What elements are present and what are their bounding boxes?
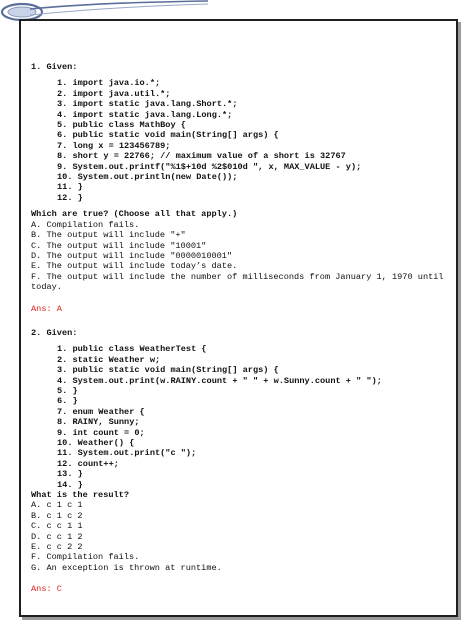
document-page <box>19 19 458 617</box>
option-item: A. Compilation fails. <box>31 219 140 230</box>
option-item: B. c 1 c 2 <box>31 510 83 521</box>
option-item: B. The output will include "+" <box>31 230 186 241</box>
option-item: D. The output will include "0000010001" <box>31 250 233 261</box>
code-line: 2. static Weather w; <box>57 354 161 365</box>
question-title: 2. Given: <box>31 327 78 338</box>
code-line: 7. enum Weather { <box>57 406 145 417</box>
code-line: 9. int count = 0; <box>57 427 145 438</box>
code-listing <box>57 344 448 490</box>
code-line: 8. short y = 22766; // maximum value of a short is 32767 <box>57 151 346 162</box>
code-line: 11. } <box>57 182 83 193</box>
code-line: 5. public class MathBoy { <box>57 120 186 131</box>
answer-text: Ans: A <box>31 303 62 314</box>
code-line: 6. } <box>57 396 78 407</box>
code-line: 5. } <box>57 385 78 396</box>
question-title: 1. Given: <box>31 62 78 72</box>
question-prompt: What is the result? <box>31 490 129 501</box>
option-item: F. The output will include the number of milliseconds from January 1, 1970 until today. <box>31 271 449 293</box>
code-line: 1. public class WeatherTest { <box>57 344 207 355</box>
answer-text: Ans: C <box>31 584 62 595</box>
code-line: 11. System.out.print("c "); <box>57 448 197 459</box>
code-line: 8. RAINY, Sunny; <box>57 417 140 428</box>
code-line: 2. import java.util.*; <box>57 88 171 99</box>
code-line: 10. Weather() { <box>57 438 135 448</box>
option-item: E. The output will include today’s date. <box>31 261 238 272</box>
option-item: C. The output will include "10001" <box>31 240 207 251</box>
code-line: 1. import java.io.*; <box>57 78 161 89</box>
code-line: 4. System.out.print(w.RAINY.count + " " + w.Sunny.count + " "); <box>57 375 382 386</box>
option-item: C. c c 1 1 <box>31 521 83 532</box>
code-listing <box>57 78 448 203</box>
code-line: 14. } <box>57 479 83 490</box>
code-line: 3. import static java.lang.Short.*; <box>57 99 238 110</box>
code-line: 7. long x = 123456789; <box>57 140 171 151</box>
option-item: D. c c 1 2 <box>31 531 83 542</box>
option-list <box>31 220 448 293</box>
code-line: 10. System.out.println(new Date()); <box>57 172 238 183</box>
code-line: 3. public static void main(String[] args) { <box>57 365 279 376</box>
code-line: 12. } <box>57 192 83 203</box>
question-spacer <box>31 314 448 328</box>
option-item: F. Compilation fails. <box>31 552 140 563</box>
option-item: G. An exception is thrown at runtime. <box>31 562 222 573</box>
code-line: 6. public static void main(String[] args) { <box>57 130 279 141</box>
question-prompt: Which are true? (Choose all that apply.) <box>31 209 238 220</box>
question-2 <box>31 328 448 595</box>
question-list <box>31 62 448 595</box>
code-line: 13. } <box>57 469 83 480</box>
question-1 <box>31 62 448 314</box>
code-line: 12. count++; <box>57 458 119 469</box>
code-line: 4. import static java.lang.Long.*; <box>57 109 233 120</box>
option-item: A. c 1 c 1 <box>31 500 83 511</box>
code-line: 9. System.out.printf("%1$+10d %2$010d ", x, MAX_VALUE - y); <box>57 161 362 172</box>
option-item: E. c c 2 2 <box>31 542 83 553</box>
option-list <box>31 500 448 573</box>
